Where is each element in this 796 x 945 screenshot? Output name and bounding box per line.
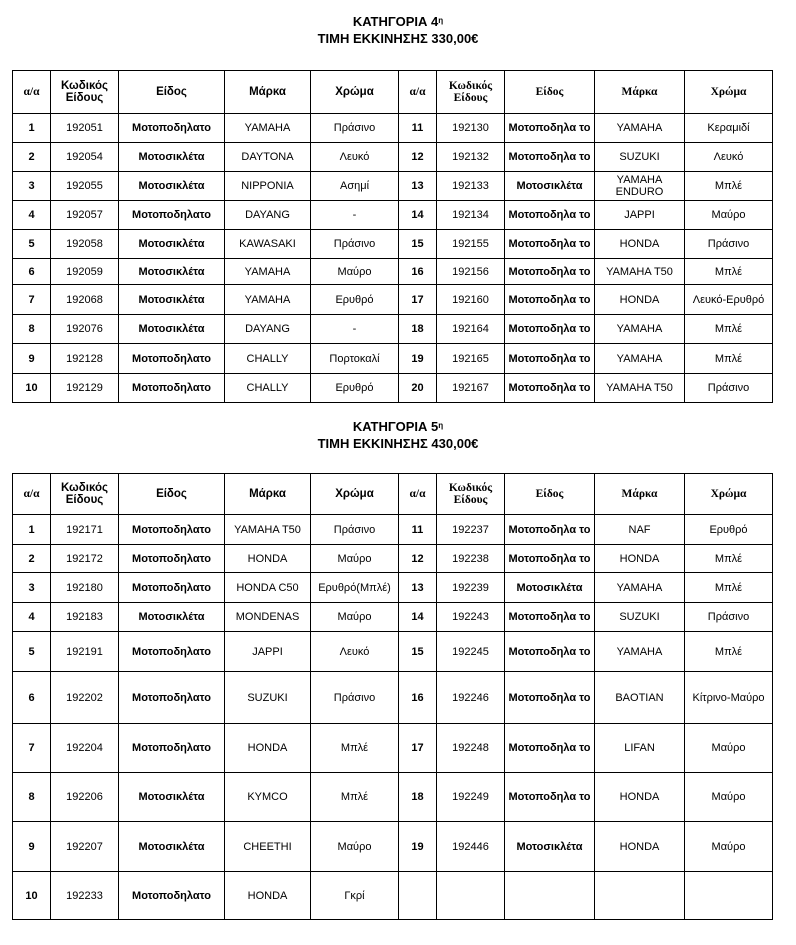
- cell-item-code: 192202: [51, 672, 119, 724]
- cell-brand: CHALLY: [225, 374, 311, 403]
- table-row: [13, 724, 773, 773]
- header-item-code: Κωδικός Είδους: [437, 71, 505, 114]
- cell-index: 15: [399, 230, 437, 259]
- cell-item-type: Μοτοσικλέτα: [505, 573, 595, 603]
- cell-item-code: 192156: [437, 259, 505, 285]
- cell-color: Μπλέ: [685, 344, 773, 374]
- cell-index: 2: [13, 143, 51, 172]
- cell-item-type: Μοτοποδηλατο: [119, 872, 225, 920]
- cell-brand: [595, 872, 685, 920]
- cell-color: Μαύρο: [311, 822, 399, 872]
- cell-color: Πράσινο: [311, 114, 399, 143]
- cell-brand: JAPPI: [595, 201, 685, 230]
- header-item-type: Είδος: [119, 71, 225, 114]
- cell-item-code: 192204: [51, 724, 119, 773]
- category4-title: ΚΑΤΗΓΟΡΙΑ $4^\eta$: [352, 14, 444, 29]
- cell-brand: YAMAHA: [595, 114, 685, 143]
- cell-item-type: Μοτοποδηλατο: [119, 632, 225, 672]
- cell-index: 15: [399, 632, 437, 672]
- cell-index: 7: [13, 724, 51, 773]
- cell-color: [685, 872, 773, 920]
- table-row: [13, 603, 773, 632]
- cell-item-type: Μοτοποδηλα το: [505, 344, 595, 374]
- cell-item-code: 192164: [437, 315, 505, 344]
- cell-item-code: 192233: [51, 872, 119, 920]
- cell-color: Λευκό: [311, 143, 399, 172]
- cell-item-type: Μοτοποδηλα το: [505, 114, 595, 143]
- cell-index: 18: [399, 773, 437, 822]
- cell-index: 4: [13, 201, 51, 230]
- cell-item-type: Μοτοσικλέτα: [119, 230, 225, 259]
- cell-item-type: Μοτοποδηλα το: [505, 603, 595, 632]
- cell-color: Κεραμιδί: [685, 114, 773, 143]
- table-row: [13, 573, 773, 603]
- cell-color: Μαύρο: [311, 259, 399, 285]
- cell-color: Πράσινο: [685, 230, 773, 259]
- cell-item-code: 192059: [51, 259, 119, 285]
- cell-item-type: Μοτοποδηλα το: [505, 230, 595, 259]
- cell-item-type: Μοτοποδηλα το: [505, 672, 595, 724]
- cell-color: Λευκό-Ερυθρό: [685, 285, 773, 315]
- cell-color: Πράσινο: [685, 603, 773, 632]
- cell-item-type: Μοτοποδηλα το: [505, 515, 595, 545]
- cell-item-type: Μοτοσικλέτα: [119, 259, 225, 285]
- cell-item-code: 192051: [51, 114, 119, 143]
- cell-item-code: 192054: [51, 143, 119, 172]
- cell-color: Λευκό: [685, 143, 773, 172]
- category5-title: ΚΑΤΗΓΟΡΙΑ $5^\eta$: [352, 419, 444, 434]
- cell-brand: YAMAHA: [595, 573, 685, 603]
- cell-brand: HONDA: [595, 822, 685, 872]
- cell-brand: HONDA: [225, 545, 311, 573]
- cell-brand: YAMAHA T50: [595, 374, 685, 403]
- cell-brand: JAPPI: [225, 632, 311, 672]
- cell-brand: KAWASAKI: [225, 230, 311, 259]
- cell-brand: CHEETHI: [225, 822, 311, 872]
- cell-index: 10: [13, 872, 51, 920]
- cell-index: 16: [399, 672, 437, 724]
- cell-color: -: [311, 201, 399, 230]
- cell-index: 16: [399, 259, 437, 285]
- cell-index: 18: [399, 315, 437, 344]
- cell-brand: SUZUKI: [595, 603, 685, 632]
- cell-brand: YAMAHA: [225, 259, 311, 285]
- cell-item-type: Μοτοποδηλατο: [119, 545, 225, 573]
- cell-item-code: 192249: [437, 773, 505, 822]
- cell-item-type: Μοτοποδηλα το: [505, 201, 595, 230]
- cell-item-code: 192057: [51, 201, 119, 230]
- cell-brand: NAF: [595, 515, 685, 545]
- cell-item-type: Μοτοποδηλα το: [505, 632, 595, 672]
- cell-index: 17: [399, 724, 437, 773]
- cell-item-type: Μοτοσικλέτα: [119, 603, 225, 632]
- cell-index: 12: [399, 545, 437, 573]
- cell-color: Μπλέ: [311, 724, 399, 773]
- cell-color: Μαύρο: [685, 201, 773, 230]
- cell-index: [399, 872, 437, 920]
- cell-item-code: 192133: [437, 172, 505, 201]
- cell-index: 19: [399, 822, 437, 872]
- category5-table: [12, 473, 773, 920]
- cell-brand: BAOTIAN: [595, 672, 685, 724]
- cell-index: 8: [13, 315, 51, 344]
- cell-color: Ερυθρό: [311, 374, 399, 403]
- cell-item-type: Μοτοποδηλα το: [505, 545, 595, 573]
- header-brand: Μάρκα: [225, 71, 311, 114]
- cell-color: Γκρί: [311, 872, 399, 920]
- cell-item-code: 192207: [51, 822, 119, 872]
- category4-table: [12, 70, 773, 403]
- cell-color: Πράσινο: [685, 374, 773, 403]
- table-row: [13, 259, 773, 285]
- table-row: [13, 201, 773, 230]
- header-row: [13, 474, 773, 515]
- cell-item-type: Μοτοποδηλατο: [119, 724, 225, 773]
- cell-brand: HONDA: [225, 724, 311, 773]
- cell-color: Πορτοκαλί: [311, 344, 399, 374]
- table-row: [13, 315, 773, 344]
- cell-item-code: 192129: [51, 374, 119, 403]
- cell-color: Πράσινο: [311, 230, 399, 259]
- cell-item-type: Μοτοποδηλατο: [119, 344, 225, 374]
- table-row: [13, 515, 773, 545]
- cell-color: Κίτρινο-Μαύρο: [685, 672, 773, 724]
- cell-item-code: 192446: [437, 822, 505, 872]
- cell-item-code: 192183: [51, 603, 119, 632]
- cell-index: 1: [13, 515, 51, 545]
- cell-item-type: Μοτοσικλέτα: [119, 172, 225, 201]
- cell-color: Μπλέ: [685, 315, 773, 344]
- cell-item-code: 192155: [437, 230, 505, 259]
- cell-item-type: Μοτοσικλέτα: [119, 285, 225, 315]
- cell-item-code: 192237: [437, 515, 505, 545]
- cell-brand: YAMAHA: [225, 285, 311, 315]
- cell-index: 14: [399, 201, 437, 230]
- table-row: [13, 374, 773, 403]
- cell-brand: HONDA: [595, 773, 685, 822]
- cell-brand: YAMAHA: [595, 344, 685, 374]
- cell-index: 11: [399, 515, 437, 545]
- cell-item-code: 192239: [437, 573, 505, 603]
- cell-brand: YAMAHA ENDURO: [595, 172, 685, 201]
- header-index: α/α: [13, 474, 51, 515]
- cell-item-code: 192238: [437, 545, 505, 573]
- cell-item-type: Μοτοσικλέτα: [119, 143, 225, 172]
- cell-item-type: Μοτοποδηλατο: [119, 573, 225, 603]
- cell-color: Μπλέ: [685, 545, 773, 573]
- table-row: [13, 143, 773, 172]
- cell-index: 8: [13, 773, 51, 822]
- cell-brand: HONDA: [595, 545, 685, 573]
- table-row: [13, 172, 773, 201]
- cell-brand: YAMAHA: [595, 632, 685, 672]
- cell-brand: MONDENAS: [225, 603, 311, 632]
- header-item-code: Κωδικός Είδους: [437, 474, 505, 515]
- cell-brand: CHALLY: [225, 344, 311, 374]
- cell-item-type: Μοτοποδηλα το: [505, 143, 595, 172]
- cell-item-code: 192055: [51, 172, 119, 201]
- cell-color: Πράσινο: [311, 672, 399, 724]
- cell-brand: DAYANG: [225, 315, 311, 344]
- header-color: Χρώμα: [685, 71, 773, 114]
- cell-color: Μαύρο: [685, 822, 773, 872]
- cell-brand: HONDA: [595, 230, 685, 259]
- table-row: [13, 672, 773, 724]
- cell-item-code: 192248: [437, 724, 505, 773]
- category4-price: ΤΙΜΗ ΕΚΚΙΝΗΣΗΣ 330,00€: [317, 31, 479, 46]
- cell-item-type: Μοτοποδηλατο: [119, 672, 225, 724]
- cell-index: 17: [399, 285, 437, 315]
- cell-color: Μαύρο: [311, 545, 399, 573]
- header-brand: Μάρκα: [225, 474, 311, 515]
- cell-item-code: 192171: [51, 515, 119, 545]
- cell-item-code: 192172: [51, 545, 119, 573]
- cell-item-type: Μοτοποδηλα το: [505, 285, 595, 315]
- cell-brand: KYMCO: [225, 773, 311, 822]
- table-row: [13, 822, 773, 872]
- header-brand: Μάρκα: [595, 474, 685, 515]
- cell-index: 6: [13, 259, 51, 285]
- cell-color: Ερυθρό: [311, 285, 399, 315]
- cell-color: Μαύρο: [311, 603, 399, 632]
- cell-brand: HONDA: [595, 285, 685, 315]
- cell-item-type: [505, 872, 595, 920]
- cell-item-code: 192191: [51, 632, 119, 672]
- table-row: [13, 344, 773, 374]
- header-index: α/α: [13, 71, 51, 114]
- cell-color: Μπλέ: [685, 259, 773, 285]
- cell-item-type: Μοτοσικλέτα: [119, 773, 225, 822]
- cell-index: 6: [13, 672, 51, 724]
- cell-index: 13: [399, 573, 437, 603]
- cell-item-type: Μοτοσικλέτα: [119, 315, 225, 344]
- cell-item-code: 192068: [51, 285, 119, 315]
- category4-heading: [0, 13, 796, 47]
- cell-item-type: Μοτοσικλέτα: [505, 822, 595, 872]
- cell-item-type: Μοτοποδηλα το: [505, 315, 595, 344]
- table-row: [13, 545, 773, 573]
- header-item-type: Είδος: [505, 71, 595, 114]
- cell-color: Λευκό: [311, 632, 399, 672]
- cell-index: 19: [399, 344, 437, 374]
- cell-brand: LIFAN: [595, 724, 685, 773]
- cell-brand: DAYANG: [225, 201, 311, 230]
- header-item-code: Κωδικός Είδους: [51, 474, 119, 515]
- cell-item-code: 192246: [437, 672, 505, 724]
- cell-brand: YAMAHA T50: [595, 259, 685, 285]
- cell-item-type: Μοτοποδηλα το: [505, 724, 595, 773]
- header-color: Χρώμα: [311, 71, 399, 114]
- header-brand: Μάρκα: [595, 71, 685, 114]
- header-index: α/α: [399, 71, 437, 114]
- cell-index: 5: [13, 632, 51, 672]
- cell-brand: YAMAHA: [225, 114, 311, 143]
- cell-index: 5: [13, 230, 51, 259]
- cell-color: Μπλέ: [685, 632, 773, 672]
- cell-color: Ερυθρό(Μπλέ): [311, 573, 399, 603]
- cell-brand: SUZUKI: [595, 143, 685, 172]
- cell-item-code: 192245: [437, 632, 505, 672]
- cell-item-code: 192180: [51, 573, 119, 603]
- cell-item-code: 192134: [437, 201, 505, 230]
- table-row: [13, 773, 773, 822]
- cell-item-code: 192132: [437, 143, 505, 172]
- cell-index: 4: [13, 603, 51, 632]
- cell-index: 3: [13, 172, 51, 201]
- cell-item-code: 192058: [51, 230, 119, 259]
- cell-item-code: 192167: [437, 374, 505, 403]
- cell-index: 3: [13, 573, 51, 603]
- cell-item-code: 192206: [51, 773, 119, 822]
- cell-item-type: Μοτοσικλέτα: [505, 172, 595, 201]
- cell-item-type: Μοτοποδηλατο: [119, 201, 225, 230]
- category5-heading: [0, 418, 796, 452]
- cell-brand: YAMAHA T50: [225, 515, 311, 545]
- cell-brand: HONDA: [225, 872, 311, 920]
- cell-item-type: Μοτοποδηλατο: [119, 515, 225, 545]
- cell-item-code: 192076: [51, 315, 119, 344]
- cell-index: 20: [399, 374, 437, 403]
- cell-index: 13: [399, 172, 437, 201]
- cell-color: Ερυθρό: [685, 515, 773, 545]
- table-row: [13, 230, 773, 259]
- cell-item-type: Μοτοποδηλα το: [505, 259, 595, 285]
- cell-index: 1: [13, 114, 51, 143]
- cell-item-code: 192128: [51, 344, 119, 374]
- category4-rows: [13, 71, 773, 403]
- cell-color: Πράσινο: [311, 515, 399, 545]
- cell-index: 10: [13, 374, 51, 403]
- table-row: [13, 285, 773, 315]
- header-index: α/α: [399, 474, 437, 515]
- cell-color: Ασημί: [311, 172, 399, 201]
- cell-color: Μαύρο: [685, 724, 773, 773]
- header-row: [13, 71, 773, 114]
- cell-index: 12: [399, 143, 437, 172]
- cell-index: 9: [13, 822, 51, 872]
- cell-index: 11: [399, 114, 437, 143]
- cell-color: Μπλέ: [685, 573, 773, 603]
- cell-item-code: 192243: [437, 603, 505, 632]
- cell-item-type: Μοτοποδηλατο: [119, 374, 225, 403]
- cell-brand: NIPPONIA: [225, 172, 311, 201]
- cell-item-code: 192165: [437, 344, 505, 374]
- cell-brand: DAYTONA: [225, 143, 311, 172]
- cell-index: 7: [13, 285, 51, 315]
- cell-item-code: [437, 872, 505, 920]
- cell-color: -: [311, 315, 399, 344]
- table-row: [13, 872, 773, 920]
- cell-index: 14: [399, 603, 437, 632]
- cell-index: 9: [13, 344, 51, 374]
- cell-brand: YAMAHA: [595, 315, 685, 344]
- cell-item-type: Μοτοποδηλα το: [505, 374, 595, 403]
- header-color: Χρώμα: [685, 474, 773, 515]
- cell-item-type: Μοτοποδηλα το: [505, 773, 595, 822]
- cell-color: Μπλέ: [685, 172, 773, 201]
- category5-price: ΤΙΜΗ ΕΚΚΙΝΗΣΗΣ 430,00€: [317, 436, 479, 451]
- header-item-code: Κωδικός Είδους: [51, 71, 119, 114]
- cell-color: Μπλέ: [311, 773, 399, 822]
- header-color: Χρώμα: [311, 474, 399, 515]
- cell-item-type: Μοτοσικλέτα: [119, 822, 225, 872]
- header-item-type: Είδος: [505, 474, 595, 515]
- cell-item-type: Μοτοποδηλατο: [119, 114, 225, 143]
- table-row: [13, 632, 773, 672]
- table-row: [13, 114, 773, 143]
- category5-rows: [13, 474, 773, 920]
- cell-item-code: 192160: [437, 285, 505, 315]
- cell-brand: HONDA C50: [225, 573, 311, 603]
- cell-brand: SUZUKI: [225, 672, 311, 724]
- cell-index: 2: [13, 545, 51, 573]
- header-item-type: Είδος: [119, 474, 225, 515]
- cell-color: Μαύρο: [685, 773, 773, 822]
- cell-item-code: 192130: [437, 114, 505, 143]
